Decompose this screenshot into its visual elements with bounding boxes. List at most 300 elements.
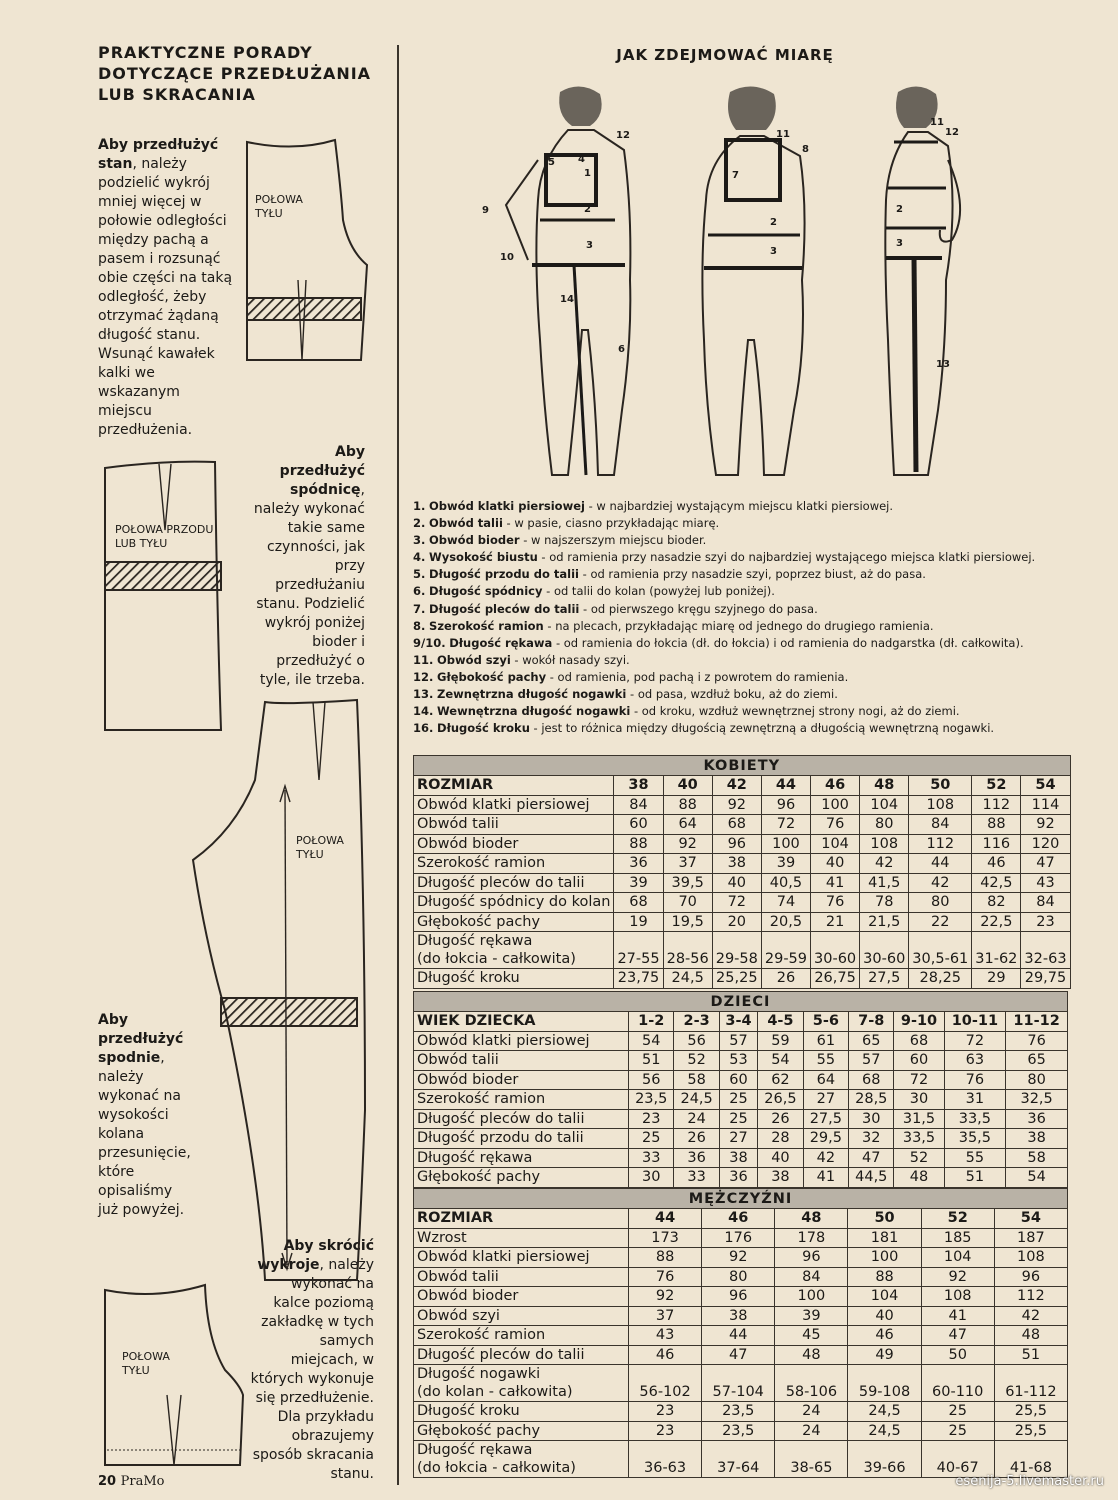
table-cell: 26 bbox=[761, 969, 810, 989]
table-header-size: 38 bbox=[614, 776, 663, 796]
legend-item bbox=[413, 498, 1093, 515]
legend-description: - wokół nasady szyi. bbox=[510, 652, 630, 667]
table-cell: 88 bbox=[629, 1248, 702, 1268]
table-header-size: 1-2 bbox=[629, 1012, 674, 1032]
tip-spodnie-lead: Aby przedłużyć spodnie bbox=[98, 1012, 184, 1066]
table-header-size: 11-12 bbox=[1006, 1012, 1068, 1032]
table-header-size: 48 bbox=[775, 1209, 848, 1229]
table-cell: 25 bbox=[921, 1402, 994, 1422]
table-cell: 46 bbox=[972, 854, 1021, 874]
table-cell: 92 bbox=[663, 834, 712, 854]
legend-number: 8. bbox=[413, 618, 426, 633]
table-cell: 31-62 bbox=[972, 932, 1021, 969]
table-cell: 55 bbox=[803, 1051, 848, 1071]
table-cell: 92 bbox=[1021, 815, 1070, 835]
legend-item bbox=[413, 635, 1093, 652]
table-cell: 100 bbox=[761, 834, 810, 854]
table-cell: 108 bbox=[921, 1287, 994, 1307]
table-cell: 20,5 bbox=[761, 912, 810, 932]
table-cell: 54 bbox=[758, 1051, 803, 1071]
table-header-size: 50 bbox=[909, 776, 972, 796]
table-cell: 36 bbox=[719, 1168, 757, 1188]
table-header-size: 52 bbox=[972, 776, 1021, 796]
table-cell: 41-68 bbox=[994, 1441, 1067, 1478]
table-cell: 23,75 bbox=[614, 969, 663, 989]
legend-description: - na plecach, przykładając miarę od jednego do drugiego ramienia. bbox=[543, 618, 934, 633]
table-cell: 96 bbox=[712, 834, 761, 854]
legend-description: - od pasa, wzdłuż boku, aż do ziemi. bbox=[626, 687, 838, 702]
legend-item bbox=[413, 549, 1093, 566]
table-row bbox=[414, 873, 1071, 893]
table-cell: 56 bbox=[674, 1031, 719, 1051]
legend-item bbox=[413, 720, 1093, 737]
table-cell: 33,5 bbox=[894, 1129, 944, 1149]
table-row bbox=[414, 1421, 1068, 1441]
row-label-line1: Długość nogawki bbox=[417, 1366, 541, 1382]
table-cell: 72 bbox=[761, 815, 810, 835]
table-cell: 50 bbox=[921, 1345, 994, 1365]
legend-item bbox=[413, 583, 1093, 600]
body-figures bbox=[482, 80, 970, 480]
table-cell: 31 bbox=[944, 1090, 1006, 1110]
table-cell: 104 bbox=[860, 795, 909, 815]
legend-number: 2. bbox=[413, 516, 426, 531]
table-row-label: Szerokość ramion bbox=[414, 1326, 629, 1346]
table-row bbox=[414, 815, 1071, 835]
table-cell: 40 bbox=[848, 1306, 921, 1326]
table-cell: 92 bbox=[712, 795, 761, 815]
legend-description: - od ramienia, pod pachą i z powrotem do ramienia. bbox=[546, 669, 849, 684]
table-cell: 96 bbox=[775, 1248, 848, 1268]
table-header-size: 2-3 bbox=[674, 1012, 719, 1032]
table-cell: 19 bbox=[614, 912, 663, 932]
legend-description: - w najbardziej wystającym miejscu klatki piersiowej. bbox=[584, 499, 894, 513]
table-cell: 42,5 bbox=[972, 873, 1021, 893]
figure-number-7: 7 bbox=[732, 170, 739, 181]
table-cell: 72 bbox=[712, 893, 761, 913]
table-header-size: 4-5 bbox=[758, 1012, 803, 1032]
table-cell: 32,5 bbox=[1006, 1090, 1068, 1110]
legend-term: Zewnętrzna długość nogawki bbox=[437, 687, 627, 702]
row-label-line1: Długość rękawa bbox=[417, 933, 533, 949]
table-header-size: 52 bbox=[921, 1209, 994, 1229]
table-cell: 41 bbox=[921, 1306, 994, 1326]
legend-description: - od ramienia do łokcia (dł. do łokcia) i od ramienia do nadgarstka (dł. całkowita). bbox=[552, 635, 1024, 650]
page-footer bbox=[98, 1474, 164, 1489]
legend-description: - w pasie, ciasno przykładając miarę. bbox=[502, 516, 720, 531]
table-header-label: WIEK DZIECKA bbox=[414, 1012, 629, 1032]
legend-number: 1. bbox=[413, 499, 426, 513]
table-cell: 37 bbox=[629, 1306, 702, 1326]
figure-number-3-back: 3 bbox=[770, 246, 777, 257]
table-header-size: 7-8 bbox=[849, 1012, 894, 1032]
table-cell: 30,5-61 bbox=[909, 932, 972, 969]
table-cell: 26 bbox=[674, 1129, 719, 1149]
table-row-label: Głębokość pachy bbox=[414, 1421, 629, 1441]
legend-item bbox=[413, 618, 1093, 635]
table-cell: 185 bbox=[921, 1228, 994, 1248]
table-cell: 33 bbox=[629, 1148, 674, 1168]
table-cell: 96 bbox=[761, 795, 810, 815]
table-row-label: Obwód bioder bbox=[414, 834, 614, 854]
table-row bbox=[414, 1402, 1068, 1422]
row-label-line2: (do kolan - całkowita) bbox=[417, 1384, 573, 1400]
legend-term: Obwód bioder bbox=[429, 533, 520, 548]
figure-number-10: 10 bbox=[500, 252, 514, 263]
table-cell: 27 bbox=[719, 1129, 757, 1149]
table-row bbox=[414, 1090, 1068, 1110]
legend-term: Długość kroku bbox=[437, 721, 530, 736]
table-cell: 29 bbox=[972, 969, 1021, 989]
legend-description: - od kroku, wzdłuż wewnętrznej strony nogi, aż do ziemi. bbox=[630, 704, 960, 719]
table-cell: 76 bbox=[629, 1267, 702, 1287]
table-cell: 42 bbox=[909, 873, 972, 893]
table-row-label: Obwód klatki piersiowej bbox=[414, 1248, 629, 1268]
measurement-legend bbox=[413, 498, 1093, 737]
table-cell: 51 bbox=[994, 1345, 1067, 1365]
legend-number: 9/10. bbox=[413, 635, 446, 650]
table-row bbox=[414, 1129, 1068, 1149]
table-cell: 100 bbox=[848, 1248, 921, 1268]
table-cell: 72 bbox=[944, 1031, 1006, 1051]
table-row bbox=[414, 834, 1071, 854]
table-header-size: 48 bbox=[860, 776, 909, 796]
table-cell: 88 bbox=[663, 795, 712, 815]
table-cell: 46 bbox=[629, 1345, 702, 1365]
table-row-label bbox=[414, 1365, 629, 1402]
table-cell: 23,5 bbox=[702, 1421, 775, 1441]
figure-side bbox=[885, 86, 960, 475]
table-cell: 84 bbox=[614, 795, 663, 815]
table-cell: 51 bbox=[629, 1051, 674, 1071]
table-cell: 47 bbox=[921, 1326, 994, 1346]
table-cell: 44,5 bbox=[849, 1168, 894, 1188]
legend-term: Szerokość ramion bbox=[429, 618, 544, 633]
table-cell: 43 bbox=[629, 1326, 702, 1346]
figure-number-13: 13 bbox=[936, 359, 950, 370]
table-cell: 100 bbox=[775, 1287, 848, 1307]
table-cell: 80 bbox=[860, 815, 909, 835]
table-cell: 48 bbox=[775, 1345, 848, 1365]
table-cell: 27 bbox=[803, 1090, 848, 1110]
table-cell: 19,5 bbox=[663, 912, 712, 932]
pattern-label-trousers: POŁOWA TYŁU bbox=[296, 834, 344, 861]
table-cell: 26 bbox=[758, 1109, 803, 1129]
figure-number-9: 9 bbox=[482, 205, 489, 216]
table-cell: 80 bbox=[1006, 1070, 1068, 1090]
table-cell: 54 bbox=[1006, 1168, 1068, 1188]
table-row-label: Obwód bioder bbox=[414, 1287, 629, 1307]
table-row bbox=[414, 1248, 1068, 1268]
legend-item bbox=[413, 566, 1093, 583]
table-cell: 40 bbox=[712, 873, 761, 893]
table-cell: 39 bbox=[761, 854, 810, 874]
table-cell: 47 bbox=[849, 1148, 894, 1168]
table-cell: 29-59 bbox=[761, 932, 810, 969]
table-row bbox=[414, 1287, 1068, 1307]
table-cell: 26,75 bbox=[811, 969, 860, 989]
table-cell: 28-56 bbox=[663, 932, 712, 969]
table-row-label: Długość pleców do talii bbox=[414, 1109, 629, 1129]
table-row bbox=[414, 1070, 1068, 1090]
table-cell: 84 bbox=[909, 815, 972, 835]
table-row-label bbox=[414, 1441, 629, 1478]
table-cell: 21,5 bbox=[860, 912, 909, 932]
table-header-size: 3-4 bbox=[719, 1012, 757, 1032]
table-cell: 20 bbox=[712, 912, 761, 932]
figure-number-2-side: 2 bbox=[896, 204, 903, 215]
table-cell: 29-58 bbox=[712, 932, 761, 969]
figure-number-4: 4 bbox=[578, 154, 585, 165]
table-row bbox=[414, 854, 1071, 874]
legend-number: 14. bbox=[413, 704, 434, 719]
tip-spodnica-text: , należy wykonać takie same czynności, jak przy przedłużaniu stanu. Podzielić wykrój poniżej bioder i przedłużyć o tyle, ile trzeba. bbox=[253, 482, 365, 688]
table-cell: 43 bbox=[1021, 873, 1070, 893]
table-cell: 25,25 bbox=[712, 969, 761, 989]
table-section-title: DZIECI bbox=[414, 992, 1068, 1012]
legend-item bbox=[413, 703, 1093, 720]
figure-back bbox=[702, 86, 809, 475]
table-row-label: Długość spódnicy do kolan bbox=[414, 893, 614, 913]
table-cell: 25 bbox=[629, 1129, 674, 1149]
table-row-label: Długość przodu do talii bbox=[414, 1129, 629, 1149]
table-cell: 26,5 bbox=[758, 1090, 803, 1110]
table-row bbox=[414, 1168, 1068, 1188]
table-cell: 112 bbox=[909, 834, 972, 854]
table-cell: 42 bbox=[994, 1306, 1067, 1326]
table-cell: 22,5 bbox=[972, 912, 1021, 932]
table-row-label: Długość pleców do talii bbox=[414, 1345, 629, 1365]
table-cell: 68 bbox=[712, 815, 761, 835]
page-number: 20 bbox=[98, 1474, 117, 1489]
table-header-label: ROZMIAR bbox=[414, 776, 614, 796]
table-cell: 39 bbox=[614, 873, 663, 893]
table-cell: 24,5 bbox=[674, 1090, 719, 1110]
table-cell: 92 bbox=[702, 1248, 775, 1268]
legend-item bbox=[413, 515, 1093, 532]
table-header-size: 42 bbox=[712, 776, 761, 796]
table-cell: 37 bbox=[663, 854, 712, 874]
children-size-table bbox=[413, 991, 1068, 1188]
table-cell: 59-108 bbox=[848, 1365, 921, 1402]
table-cell: 36-63 bbox=[629, 1441, 702, 1478]
table-cell: 114 bbox=[1021, 795, 1070, 815]
men-size-table bbox=[413, 1188, 1068, 1478]
legend-term: Długość przodu do talii bbox=[429, 567, 579, 582]
table-cell: 76 bbox=[944, 1070, 1006, 1090]
table-cell: 80 bbox=[702, 1267, 775, 1287]
table-cell: 60 bbox=[614, 815, 663, 835]
table-cell: 38 bbox=[712, 854, 761, 874]
figure-number-6: 6 bbox=[618, 344, 625, 355]
table-cell: 181 bbox=[848, 1228, 921, 1248]
table-row-label: Obwód talii bbox=[414, 1051, 629, 1071]
table-cell: 21 bbox=[811, 912, 860, 932]
figure-number-5: 5 bbox=[548, 157, 555, 168]
table-row bbox=[414, 1345, 1068, 1365]
table-cell: 23,5 bbox=[629, 1090, 674, 1110]
table-cell: 39-66 bbox=[848, 1441, 921, 1478]
table-row bbox=[414, 1051, 1068, 1071]
figure-front bbox=[482, 86, 630, 475]
table-cell: 24,5 bbox=[663, 969, 712, 989]
table-cell: 23 bbox=[1021, 912, 1070, 932]
legend-term: Długość pleców do talii bbox=[429, 601, 580, 616]
table-cell: 58 bbox=[1006, 1148, 1068, 1168]
legend-description: - od ramienia przy nasadzie szyi, poprzez biust, aż do pasa. bbox=[578, 567, 926, 582]
table-row bbox=[414, 1306, 1068, 1326]
figure-number-3: 3 bbox=[586, 240, 593, 251]
table-cell: 64 bbox=[803, 1070, 848, 1090]
figure-number-11: 11 bbox=[930, 117, 944, 128]
legend-number: 4. bbox=[413, 550, 426, 565]
table-row-label: Obwód talii bbox=[414, 815, 614, 835]
row-label-line2: (do łokcia - całkowita) bbox=[417, 1460, 576, 1476]
table-cell: 40 bbox=[758, 1148, 803, 1168]
table-row-label: Obwód szyi bbox=[414, 1306, 629, 1326]
table-section-row bbox=[414, 1189, 1068, 1209]
table-cell: 68 bbox=[849, 1070, 894, 1090]
table-cell: 173 bbox=[629, 1228, 702, 1248]
table-row-label: Wzrost bbox=[414, 1228, 629, 1248]
table-header-size: 46 bbox=[702, 1209, 775, 1229]
table-cell: 70 bbox=[663, 893, 712, 913]
table-row-label: Długość pleców do talii bbox=[414, 873, 614, 893]
table-cell: 178 bbox=[775, 1228, 848, 1248]
table-cell: 40 bbox=[811, 854, 860, 874]
table-cell: 104 bbox=[848, 1287, 921, 1307]
pattern-label-back2: POŁOWA TYŁU bbox=[122, 1350, 170, 1377]
table-cell: 47 bbox=[1021, 854, 1070, 874]
legend-term: Wewnętrzna długość nogawki bbox=[437, 704, 631, 719]
table-cell: 60-110 bbox=[921, 1365, 994, 1402]
table-cell: 88 bbox=[972, 815, 1021, 835]
pattern-label-back1: POŁOWA TYŁU bbox=[255, 193, 303, 220]
table-cell: 84 bbox=[775, 1267, 848, 1287]
table-cell: 92 bbox=[629, 1287, 702, 1307]
table-cell: 38 bbox=[758, 1168, 803, 1188]
table-cell: 49 bbox=[848, 1345, 921, 1365]
table-header-size: 46 bbox=[811, 776, 860, 796]
table-cell: 76 bbox=[1006, 1031, 1068, 1051]
legend-item bbox=[413, 532, 1093, 549]
legend-item bbox=[413, 652, 1093, 669]
table-cell: 31,5 bbox=[894, 1109, 944, 1129]
table-header-row bbox=[414, 1012, 1068, 1032]
table-cell: 46 bbox=[848, 1326, 921, 1346]
legend-term: Obwód talii bbox=[429, 516, 503, 531]
table-cell: 32-63 bbox=[1021, 932, 1070, 969]
table-header-size: 9-10 bbox=[894, 1012, 944, 1032]
table-cell: 25,5 bbox=[994, 1402, 1067, 1422]
table-cell: 80 bbox=[909, 893, 972, 913]
table-cell: 116 bbox=[972, 834, 1021, 854]
legend-number: 3. bbox=[413, 533, 426, 548]
watermark: esenija-5.livemaster.ru bbox=[955, 1474, 1104, 1489]
table-header-size: 40 bbox=[663, 776, 712, 796]
table-cell: 108 bbox=[994, 1248, 1067, 1268]
table-cell: 33 bbox=[674, 1168, 719, 1188]
tip-spodnie-text: , należy wykonać na wysokości kolana przesunięcie, które opisaliśmy już powyżej. bbox=[98, 1050, 191, 1218]
table-cell: 30 bbox=[894, 1090, 944, 1110]
table-cell: 36 bbox=[674, 1148, 719, 1168]
table-cell: 56 bbox=[629, 1070, 674, 1090]
legend-description: - od talii do kolan (powyżej lub poniżej). bbox=[542, 584, 775, 599]
table-row bbox=[414, 1031, 1068, 1051]
table-cell: 35,5 bbox=[944, 1129, 1006, 1149]
table-header-size: 54 bbox=[1021, 776, 1070, 796]
table-cell: 104 bbox=[811, 834, 860, 854]
table-cell: 30-60 bbox=[860, 932, 909, 969]
table-cell: 40-67 bbox=[921, 1441, 994, 1478]
table-cell: 52 bbox=[894, 1148, 944, 1168]
table-header-size: 54 bbox=[994, 1209, 1067, 1229]
table-cell: 23,5 bbox=[702, 1402, 775, 1422]
table-cell: 72 bbox=[894, 1070, 944, 1090]
tip-stan-text: , należy podzielić wykrój mniej więcej w połowie odległości między pachą a pasem i rozsunąć obie części na taką odległość, żeby otrzymać żądaną długość stanu. Wsunąć kawałek kalki we wskazanym miejscu przedłużenia. bbox=[98, 156, 233, 438]
table-cell: 88 bbox=[614, 834, 663, 854]
table-cell: 38 bbox=[719, 1148, 757, 1168]
table-cell: 33,5 bbox=[944, 1109, 1006, 1129]
legend-number: 16. bbox=[413, 721, 434, 736]
table-row-label: Szerokość ramion bbox=[414, 854, 614, 874]
table-cell: 63 bbox=[944, 1051, 1006, 1071]
legend-term: Długość spódnicy bbox=[429, 584, 543, 599]
legend-number: 7. bbox=[413, 601, 426, 616]
legend-number: 12. bbox=[413, 669, 434, 684]
left-section-title: PRAKTYCZNE PORADY DOTYCZĄCE PRZEDŁUŻANIA LUB SKRACANIA bbox=[98, 43, 372, 104]
table-cell: 32 bbox=[849, 1129, 894, 1149]
table-cell: 27,5 bbox=[860, 969, 909, 989]
table-cell: 28,5 bbox=[849, 1090, 894, 1110]
table-row-label: Długość kroku bbox=[414, 969, 614, 989]
table-cell: 100 bbox=[811, 795, 860, 815]
figure-number-2-back: 2 bbox=[770, 217, 777, 228]
table-cell: 39 bbox=[775, 1306, 848, 1326]
table-row-label: Głębokość pachy bbox=[414, 1168, 629, 1188]
table-row bbox=[414, 1228, 1068, 1248]
table-row bbox=[414, 1441, 1068, 1478]
table-cell: 24,5 bbox=[848, 1402, 921, 1422]
figure-number-12-side: 12 bbox=[945, 127, 959, 138]
pattern-drawings bbox=[95, 130, 395, 1480]
table-cell: 187 bbox=[994, 1228, 1067, 1248]
table-header-label: ROZMIAR bbox=[414, 1209, 629, 1229]
table-cell: 61 bbox=[803, 1031, 848, 1051]
legend-description: - od ramienia przy nasadzie szyi do najbardziej wystającego miejsca klatki piersiowej. bbox=[537, 550, 1036, 565]
tip-skracanie-lead: Aby skrócić wykroje bbox=[257, 1238, 374, 1273]
table-row-label: Obwód klatki piersiowej bbox=[414, 795, 614, 815]
table-cell: 58-106 bbox=[775, 1365, 848, 1402]
table-cell: 62 bbox=[758, 1070, 803, 1090]
table-row bbox=[414, 1326, 1068, 1346]
table-row-label: Obwód bioder bbox=[414, 1070, 629, 1090]
table-cell: 84 bbox=[1021, 893, 1070, 913]
table-cell: 60 bbox=[719, 1070, 757, 1090]
table-cell: 23 bbox=[629, 1109, 674, 1129]
table-cell: 120 bbox=[1021, 834, 1070, 854]
table-cell: 28,25 bbox=[909, 969, 972, 989]
table-cell: 176 bbox=[702, 1228, 775, 1248]
table-cell: 25 bbox=[921, 1421, 994, 1441]
table-section-row bbox=[414, 992, 1068, 1012]
table-cell: 68 bbox=[894, 1031, 944, 1051]
figure-number-8: 8 bbox=[802, 144, 809, 155]
table-header-size: 50 bbox=[848, 1209, 921, 1229]
table-cell: 30 bbox=[629, 1168, 674, 1188]
table-cell: 57 bbox=[849, 1051, 894, 1071]
table-cell: 53 bbox=[719, 1051, 757, 1071]
